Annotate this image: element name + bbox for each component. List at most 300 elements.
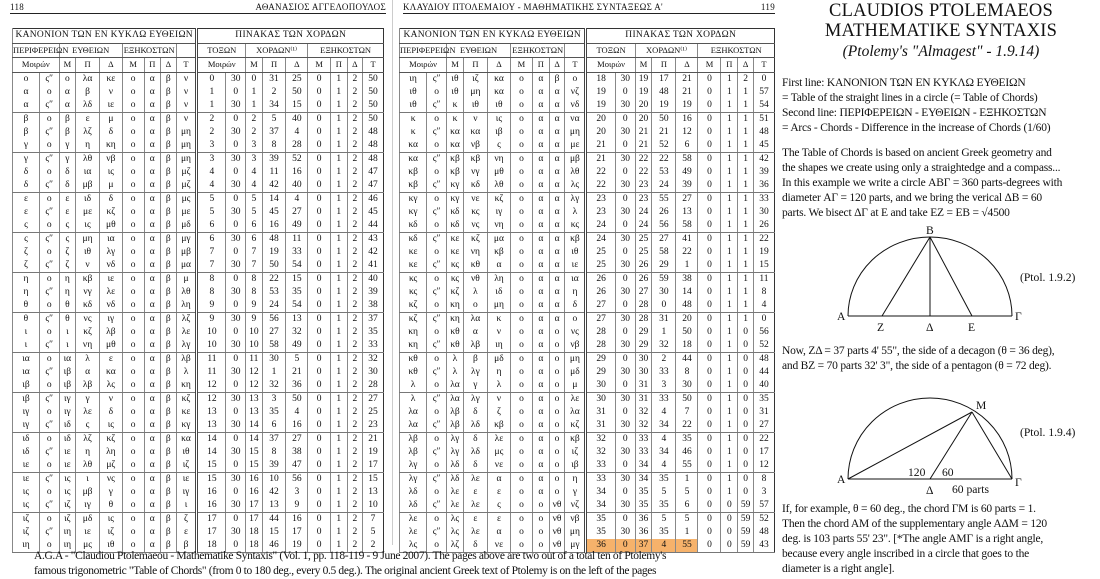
- numeric-cell: 30: [226, 206, 246, 219]
- numeric-cell: 5: [652, 512, 676, 526]
- numeric-cell: 56: [286, 472, 308, 486]
- numeric-cell: 31: [635, 379, 652, 393]
- numeric-cell: 0: [226, 486, 246, 499]
- numeric-cell: 30: [615, 126, 635, 139]
- numeric-cell: 36: [635, 526, 652, 539]
- numeric-cell: 0: [615, 379, 635, 393]
- numeric-cell: 0: [615, 432, 635, 446]
- numeric-cell: 19: [635, 86, 652, 99]
- ptol-ref-2: (Ptol. 1.9.4): [1020, 426, 1076, 439]
- numeric-cell: 1: [738, 126, 754, 139]
- greek-cell: νη: [487, 219, 510, 233]
- greek-cell: λ: [400, 392, 427, 406]
- numeric-cell: 4: [652, 406, 676, 419]
- numeric-cell: 1: [721, 419, 738, 433]
- greek-cell: κζ: [76, 326, 100, 339]
- table-row: [400, 472, 775, 486]
- numeric-cell: 37: [262, 126, 286, 139]
- unit-header: Μ: [510, 58, 532, 73]
- numeric-cell: 35: [652, 472, 676, 486]
- greek-cell: ε: [76, 112, 100, 126]
- greek-cell: λζ: [76, 126, 100, 139]
- greek-cell: ν: [487, 392, 510, 406]
- numeric-cell: 25: [635, 232, 652, 246]
- running-head: [10, 0, 386, 14]
- table-row: [400, 352, 775, 366]
- numeric-cell: 1: [330, 246, 347, 259]
- greek-cell: ο: [39, 219, 59, 233]
- numeric-cell: 0: [615, 112, 635, 126]
- greek-cell: ι: [76, 472, 100, 486]
- greek-cell: ς″: [39, 419, 59, 433]
- column-group-header: ΤΟΞΩΝ: [586, 43, 635, 58]
- greek-cell: ς″: [39, 72, 59, 86]
- greek-cell: κε: [400, 246, 427, 259]
- numeric-cell: 0: [698, 312, 721, 326]
- numeric-cell: 6: [197, 232, 226, 246]
- greek-cell: ο: [39, 512, 59, 526]
- greek-cell: μη: [565, 352, 586, 366]
- table-row: [400, 219, 775, 233]
- greek-cell: ε: [13, 192, 40, 206]
- greek-cell: η: [13, 286, 40, 299]
- numeric-cell: 1: [330, 219, 347, 233]
- greek-cell: λε: [76, 406, 100, 419]
- greek-cell: ε: [13, 206, 40, 219]
- greek-cell: ιθ: [400, 86, 427, 99]
- numeric-cell: 2: [347, 499, 363, 513]
- numeric-cell: 24: [635, 219, 652, 233]
- numeric-cell: 40: [286, 179, 308, 193]
- numeric-cell: 33: [753, 192, 774, 206]
- greek-cell: κβ: [487, 246, 510, 259]
- numeric-cell: 0: [308, 246, 331, 259]
- table-title-row: [400, 29, 775, 44]
- caption-line: famous trigonometric "Table of Chords" (from 0 to 180 deg., every 0.5 deg.). The original ancient Greek text of Ptolemy is on the left of the pages: [34, 565, 657, 577]
- numeric-cell: 30: [615, 419, 635, 433]
- greek-cell: κδ: [400, 219, 427, 233]
- greek-cell: λη: [99, 446, 122, 459]
- greek-cell: λγ: [400, 459, 427, 473]
- numeric-cell: 1: [330, 406, 347, 419]
- numeric-cell: 30: [262, 352, 286, 366]
- numeric-cell: 1: [721, 339, 738, 353]
- greek-cell: ο: [549, 446, 565, 459]
- greek-cell: ο: [532, 526, 549, 539]
- chord-gm: [972, 412, 1012, 479]
- greek-cell: α: [532, 459, 549, 473]
- greek-cell: α: [532, 246, 549, 259]
- numeric-cell: 35: [586, 512, 615, 526]
- greek-cell: ιβ: [13, 392, 40, 406]
- column-group-header: ΧΟΡΔΩΝ⁽¹⁾: [635, 43, 698, 58]
- numeric-cell: 33: [586, 459, 615, 473]
- numeric-cell: 1: [721, 366, 738, 379]
- numeric-cell: 48: [363, 126, 384, 139]
- greek-cell: β: [161, 99, 177, 113]
- numeric-cell: 1: [721, 126, 738, 139]
- numeric-cell: 22: [652, 152, 676, 166]
- numeric-cell: 35: [652, 526, 676, 539]
- greek-cell: κγ: [400, 192, 427, 206]
- greek-cell: ς: [13, 232, 40, 246]
- numeric-cell: 5: [363, 526, 384, 539]
- numeric-cell: 41: [676, 232, 698, 246]
- text-line: diameter is a right angle].: [782, 563, 895, 575]
- greek-cell: νδ: [99, 259, 122, 273]
- numeric-cell: 19: [586, 86, 615, 99]
- numeric-cell: 0: [721, 499, 738, 513]
- numeric-cell: 0: [738, 459, 754, 473]
- greek-cell: ο: [39, 539, 59, 553]
- greek-cell: ο: [122, 126, 144, 139]
- numeric-cell: 0: [615, 459, 635, 473]
- greek-cell: ιβ: [487, 126, 510, 139]
- numeric-cell: 14: [197, 432, 226, 446]
- unit-header: Π: [463, 58, 487, 73]
- greek-cell: β: [161, 539, 177, 553]
- numeric-cell: 1: [721, 166, 738, 179]
- numeric-cell: 1: [330, 139, 347, 153]
- numeric-cell: 4: [246, 166, 263, 179]
- greek-cell: ς: [59, 232, 76, 246]
- numeric-cell: 52: [286, 152, 308, 166]
- numeric-cell: 1: [721, 99, 738, 113]
- numeric-cell: 56: [753, 326, 774, 339]
- greek-cell: ο: [510, 299, 532, 313]
- greek-cell: ο: [39, 352, 59, 366]
- greek-cell: ς″: [39, 99, 59, 113]
- table-row: [400, 206, 775, 219]
- greek-cell: λβ: [99, 326, 122, 339]
- numeric-cell: 50: [676, 326, 698, 339]
- table-row: [400, 86, 775, 99]
- numeric-cell: 40: [363, 272, 384, 286]
- greek-cell: ν: [99, 392, 122, 406]
- table-row: [13, 312, 384, 326]
- greek-cell: κη: [99, 139, 122, 153]
- greek-cell: ιθ: [447, 86, 464, 99]
- greek-cell: κγ: [447, 192, 464, 206]
- column-group-header: [176, 43, 197, 58]
- numeric-cell: 12: [197, 392, 226, 406]
- greek-cell: ο: [510, 286, 532, 299]
- greek-cell: ιβ: [59, 366, 76, 379]
- greek-cell: ιγ: [176, 486, 197, 499]
- greek-cell: νθ: [549, 539, 565, 553]
- greek-cell: μγ: [176, 232, 197, 246]
- numeric-cell: 2: [347, 299, 363, 313]
- greek-cell: ς″: [39, 366, 59, 379]
- unit-header: Δ: [738, 58, 754, 73]
- greek-cell: β: [161, 192, 177, 206]
- numeric-cell: 9: [246, 299, 263, 313]
- greek-cell: γ: [13, 152, 40, 166]
- greek-cell: β: [161, 179, 177, 193]
- numeric-cell: 42: [753, 152, 774, 166]
- numeric-cell: 0: [698, 539, 721, 553]
- numeric-cell: 48: [363, 152, 384, 166]
- table-row: [13, 339, 384, 353]
- greek-cell: μβ: [76, 486, 100, 499]
- unit-header: Μ: [635, 58, 652, 73]
- greek-cell: ο: [565, 72, 586, 86]
- numeric-cell: 53: [652, 166, 676, 179]
- greek-cell: ο: [122, 326, 144, 339]
- greek-cell: ις: [487, 112, 510, 126]
- greek-cell: ιζ: [59, 499, 76, 513]
- numeric-cell: 36: [753, 179, 774, 193]
- numeric-cell: 1: [330, 86, 347, 99]
- numeric-cell: 0: [308, 232, 331, 246]
- numeric-cell: 2: [347, 379, 363, 393]
- numeric-cell: 41: [363, 259, 384, 273]
- numeric-cell: 10: [246, 339, 263, 353]
- numeric-cell: 35: [586, 526, 615, 539]
- angle-120-label: 120: [908, 466, 926, 479]
- numeric-cell: 36: [286, 379, 308, 393]
- greek-cell: ο: [427, 299, 447, 313]
- decagon-pentagon-text: [782, 344, 1100, 374]
- greek-cell: ο: [549, 459, 565, 473]
- table-row: [13, 392, 384, 406]
- greek-cell: κς: [400, 286, 427, 299]
- greek-cell: α: [532, 312, 549, 326]
- greek-cell: μ: [176, 272, 197, 286]
- greek-cell: λα: [447, 392, 464, 406]
- numeric-cell: 2: [347, 339, 363, 353]
- running-head-author: ΑΘΑΝΑΣΙΟΣ ΑΓΓΕΛΟΠΟΥΛΟΣ: [255, 2, 386, 12]
- numeric-cell: 42: [262, 486, 286, 499]
- greek-cell: ιδ: [59, 419, 76, 433]
- greek-cell: β: [161, 432, 177, 446]
- greek-cell: λβ: [76, 379, 100, 393]
- unit-header: Δ: [347, 58, 363, 73]
- greek-cell: μ: [99, 179, 122, 193]
- line-be: [930, 237, 972, 316]
- numeric-cell: 48: [753, 126, 774, 139]
- greek-cell: ια: [76, 166, 100, 179]
- numeric-cell: 36: [586, 539, 615, 553]
- greek-cell: λς: [400, 539, 427, 553]
- greek-cell: ο: [427, 379, 447, 393]
- unit-header: Δ: [286, 58, 308, 73]
- numeric-cell: 1: [738, 286, 754, 299]
- numeric-cell: 39: [676, 179, 698, 193]
- greek-cell: λ: [487, 379, 510, 393]
- numeric-cell: 3: [286, 486, 308, 499]
- numeric-cell: 1: [738, 139, 754, 153]
- numeric-cell: 2: [347, 392, 363, 406]
- numeric-cell: 30: [652, 286, 676, 299]
- greek-cell: λζ: [176, 312, 197, 326]
- greek-cell: λδ: [447, 472, 464, 486]
- greek-cell: ο: [39, 246, 59, 259]
- greek-cell: β: [13, 112, 40, 126]
- greek-cell: κα: [447, 126, 464, 139]
- numeric-cell: 27: [363, 392, 384, 406]
- table-row: [400, 499, 775, 513]
- degrees-header: Μοιρών: [197, 58, 246, 73]
- unit-header: Μ: [698, 58, 721, 73]
- table-row: [13, 72, 384, 86]
- greek-cell: α: [144, 499, 161, 513]
- greek-cell: ιη: [59, 526, 76, 539]
- greek-cell: γ: [59, 152, 76, 166]
- greek-cell: ο: [510, 499, 532, 513]
- greek-cell: λ: [400, 379, 427, 393]
- greek-cell: λε: [487, 432, 510, 446]
- greek-cell: α: [549, 232, 565, 246]
- numeric-cell: 13: [246, 392, 263, 406]
- numeric-cell: 2: [347, 366, 363, 379]
- greek-cell: μγ: [565, 539, 586, 553]
- greek-cell: μδ: [487, 352, 510, 366]
- greek-cell: ο: [510, 272, 532, 286]
- greek-cell: ν: [176, 86, 197, 99]
- numeric-cell: 1: [721, 72, 738, 86]
- greek-cell: λε: [463, 526, 487, 539]
- greek-cell: ο: [13, 72, 40, 86]
- numeric-cell: 0: [308, 99, 331, 113]
- greek-cell: γ: [99, 486, 122, 499]
- numeric-cell: 4: [246, 179, 263, 193]
- numeric-cell: 0: [226, 272, 246, 286]
- numeric-cell: 0: [698, 486, 721, 499]
- unit-header: Μ: [59, 58, 76, 73]
- numeric-cell: 1: [738, 299, 754, 313]
- numeric-cell: 1: [721, 139, 738, 153]
- greek-cell: λδ: [463, 419, 487, 433]
- greek-cell: ιδ: [59, 432, 76, 446]
- greek-cell: μβ: [176, 246, 197, 259]
- greek-cell: ο: [510, 152, 532, 166]
- table-row: [13, 432, 384, 446]
- label-g: Γ: [1015, 310, 1022, 323]
- numeric-cell: 37: [262, 432, 286, 446]
- greek-cell: ς″: [39, 206, 59, 219]
- greek-cell: ο: [427, 459, 447, 473]
- greek-cell: λγ: [99, 246, 122, 259]
- greek-cell: ο: [549, 472, 565, 486]
- numeric-cell: 0: [738, 366, 754, 379]
- numeric-cell: 5: [286, 352, 308, 366]
- numeric-cell: 52: [753, 339, 774, 353]
- column-group-header: ΕΞΗΚΟΣΤΩΝ: [698, 43, 775, 58]
- greek-cell: δ: [99, 126, 122, 139]
- label-e: E: [968, 321, 976, 334]
- numeric-cell: 11: [197, 366, 226, 379]
- greek-cell: θ: [13, 312, 40, 326]
- numeric-cell: 8: [262, 139, 286, 153]
- greek-cell: α: [549, 299, 565, 313]
- numeric-cell: 58: [676, 152, 698, 166]
- greek-cell: νη: [76, 339, 100, 353]
- numeric-cell: 1: [330, 72, 347, 86]
- explanation-title: [782, 1, 1100, 41]
- numeric-cell: 8: [753, 286, 774, 299]
- numeric-cell: 20: [635, 112, 652, 126]
- greek-cell: να: [565, 112, 586, 126]
- radius-60-parts-label: 60 parts: [952, 483, 990, 496]
- numeric-cell: 15: [262, 526, 286, 539]
- numeric-cell: 12: [197, 379, 226, 393]
- numeric-cell: 2: [652, 352, 676, 366]
- greek-cell: α: [144, 246, 161, 259]
- greek-cell: ζ: [59, 259, 76, 273]
- greek-cell: ιζ: [99, 526, 122, 539]
- greek-cell: ο: [510, 192, 532, 206]
- numeric-cell: 0: [308, 86, 331, 99]
- greek-cell: δ: [13, 179, 40, 193]
- greek-cell: α: [532, 472, 549, 486]
- numeric-cell: 32: [586, 432, 615, 446]
- numeric-cell: 17: [652, 72, 676, 86]
- greek-cell: κβ: [565, 432, 586, 446]
- numeric-cell: 55: [652, 192, 676, 206]
- greek-cell: κβ: [487, 419, 510, 433]
- numeric-cell: 1: [721, 259, 738, 273]
- numeric-cell: 30: [226, 232, 246, 246]
- unit-header: Π: [721, 58, 738, 73]
- numeric-cell: 0: [698, 139, 721, 153]
- greek-cell: κθ: [447, 326, 464, 339]
- greek-cell: ο: [510, 139, 532, 153]
- header-translation: [782, 76, 1100, 136]
- unit-header: Μ: [447, 58, 464, 73]
- numeric-cell: 1: [721, 406, 738, 419]
- greek-cell: β: [161, 152, 177, 166]
- greek-cell: μβ: [76, 179, 100, 193]
- greek-cell: λγ: [447, 432, 464, 446]
- greek-cell: ε: [487, 512, 510, 526]
- numeric-cell: 31: [753, 406, 774, 419]
- greek-cell: η: [13, 272, 40, 286]
- greek-cell: α: [532, 432, 549, 446]
- numeric-cell: 1: [721, 219, 738, 233]
- numeric-cell: 2: [197, 126, 226, 139]
- greek-cell: νε: [487, 539, 510, 553]
- numeric-cell: 1: [721, 392, 738, 406]
- numeric-cell: 22: [635, 166, 652, 179]
- numeric-cell: 30: [615, 472, 635, 486]
- table-row: [400, 152, 775, 166]
- greek-cell: θ: [13, 299, 40, 313]
- table-row: [13, 419, 384, 433]
- numeric-cell: 40: [753, 379, 774, 393]
- numeric-cell: 1: [330, 152, 347, 166]
- numeric-cell: 0: [308, 379, 331, 393]
- numeric-cell: 1: [330, 286, 347, 299]
- greek-cell: κε: [447, 232, 464, 246]
- greek-cell: α: [549, 286, 565, 299]
- greek-cell: ις: [99, 166, 122, 179]
- greek-cell: κς: [463, 206, 487, 219]
- numeric-cell: 0: [615, 139, 635, 153]
- greek-cell: β: [161, 352, 177, 366]
- greek-cell: ιζ: [176, 459, 197, 473]
- column-group-header: [565, 43, 586, 58]
- greek-cell: α: [144, 539, 161, 553]
- numeric-cell: 30: [586, 379, 615, 393]
- greek-cell: λδ: [447, 459, 464, 473]
- numeric-cell: 1: [246, 86, 263, 99]
- greek-cell: ο: [510, 232, 532, 246]
- greek-cell: ς″: [427, 392, 447, 406]
- numeric-cell: 24: [586, 232, 615, 246]
- greek-cell: η: [76, 139, 100, 153]
- greek-cell: ιδ: [487, 286, 510, 299]
